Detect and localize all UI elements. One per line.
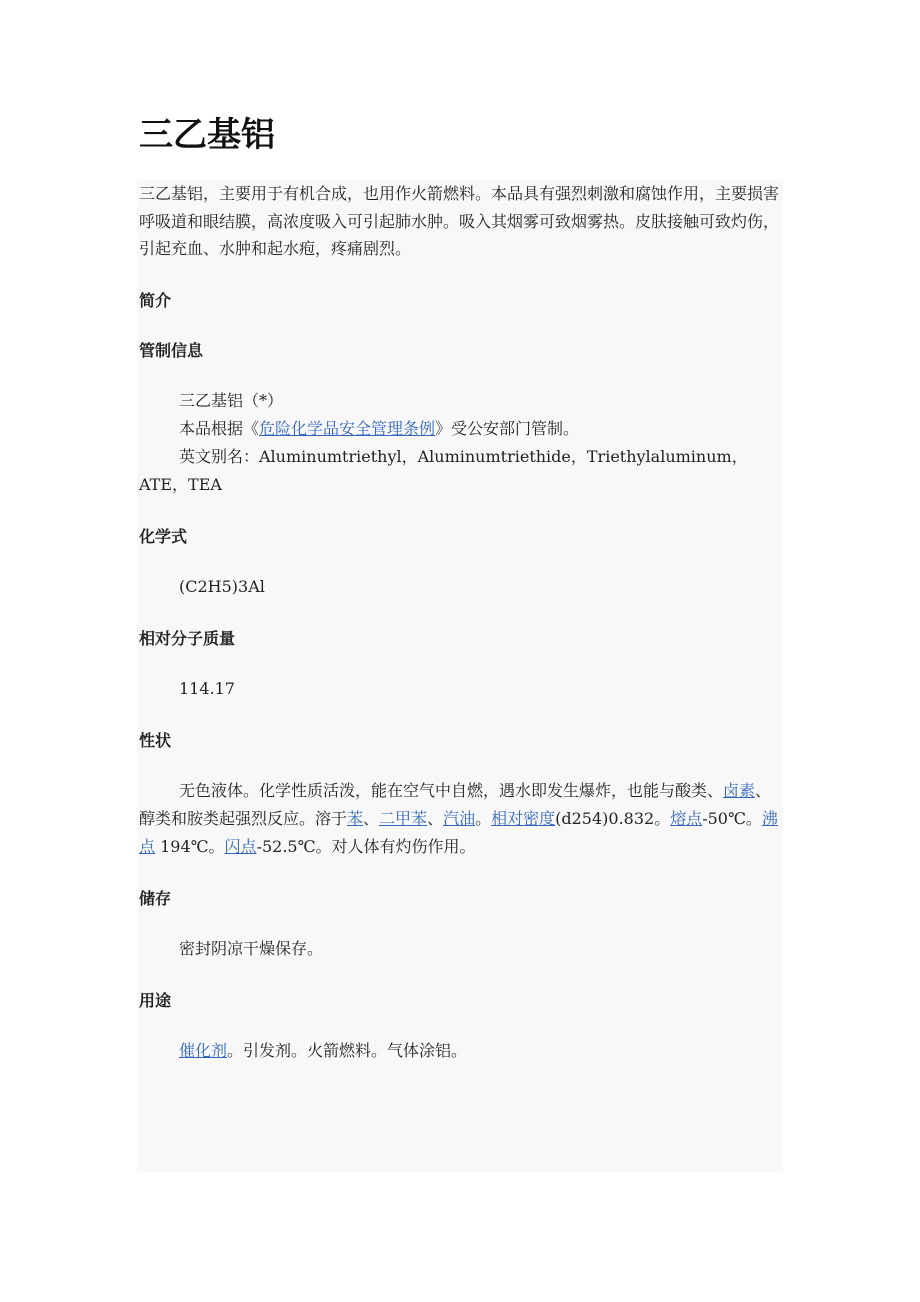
properties-text-7: -50℃。 — [702, 808, 762, 828]
uses-text: 。引发剂。火箭燃料。气体涂铝。 — [227, 1040, 468, 1060]
link-flash-point[interactable]: 闪点 — [224, 836, 257, 856]
properties-paragraph — [139, 777, 783, 861]
link-melting-point[interactable]: 熔点 — [670, 808, 703, 828]
section-heading-regulation: 管制信息 — [139, 340, 204, 360]
properties-text-2: 、醇类和胺类起强烈反应。溶于 — [139, 780, 772, 828]
section-heading-storage: 储存 — [139, 888, 172, 908]
storage-text: 密封阴凉干燥保存。 — [179, 938, 324, 958]
section-heading-molar-mass: 相对分子质量 — [139, 628, 236, 648]
section-heading-intro: 简介 — [139, 290, 172, 310]
regulation-line-law — [139, 415, 783, 443]
regulation-law-prefix: 本品根据《 — [179, 418, 260, 438]
regulation-line-name: 三乙基铝（*） — [179, 390, 284, 410]
link-xylene[interactable]: 二甲苯 — [379, 808, 428, 828]
article — [139, 110, 783, 1065]
section-heading-formula: 化学式 — [139, 526, 188, 546]
regulation-block — [139, 387, 783, 499]
link-benzene[interactable]: 苯 — [347, 808, 364, 828]
regulation-line-aliases: 英文别名：Aluminumtriethyl，Aluminumtriethide，Triethylaluminum，ATE，TEA — [139, 446, 748, 494]
regulation-law-suffix: 》受公安部门管制。 — [435, 418, 580, 438]
molar-mass-value: 114.17 — [179, 678, 235, 698]
properties-text-3: 、 — [363, 808, 380, 828]
page-title: 三乙基铝 — [139, 115, 275, 155]
link-hazardous-chemicals-regulation[interactable]: 危险化学品安全管理条例 — [259, 418, 436, 438]
link-relative-density[interactable]: 相对密度 — [491, 808, 556, 828]
link-boiling-point[interactable]: 沸点 — [139, 808, 778, 856]
section-heading-properties: 性状 — [139, 730, 172, 750]
properties-text-1: 无色液体。化学性质活泼，能在空气中自燃，遇水即发生爆炸，也能与酸类、 — [179, 780, 724, 800]
section-heading-uses: 用途 — [139, 990, 172, 1010]
properties-text-9: -52.5℃。对人体有灼伤作用。 — [256, 836, 476, 856]
formula-value: (C2H5)3Al — [179, 576, 265, 596]
properties-text-8: 194℃。 — [155, 836, 225, 856]
properties-text-6: (d254)0.832。 — [555, 808, 671, 828]
uses-paragraph — [139, 1037, 783, 1065]
link-halogen[interactable]: 卤素 — [723, 780, 756, 800]
summary-paragraph: 三乙基铝，主要用于有机合成，也用作火箭燃料。本品具有强烈刺激和腐蚀作用，主要损害呼吸道和眼结膜，高浓度吸入可引起肺水肿。吸入其烟雾可致烟雾热。皮肤接触可致灼伤，引起充血、水肿和起水疱，疼痛剧烈。 — [139, 184, 780, 258]
properties-text-5: 。 — [475, 808, 492, 828]
link-catalyst[interactable]: 催化剂 — [179, 1040, 228, 1060]
link-gasoline[interactable]: 汽油 — [443, 808, 476, 828]
properties-text-4: 、 — [427, 808, 444, 828]
